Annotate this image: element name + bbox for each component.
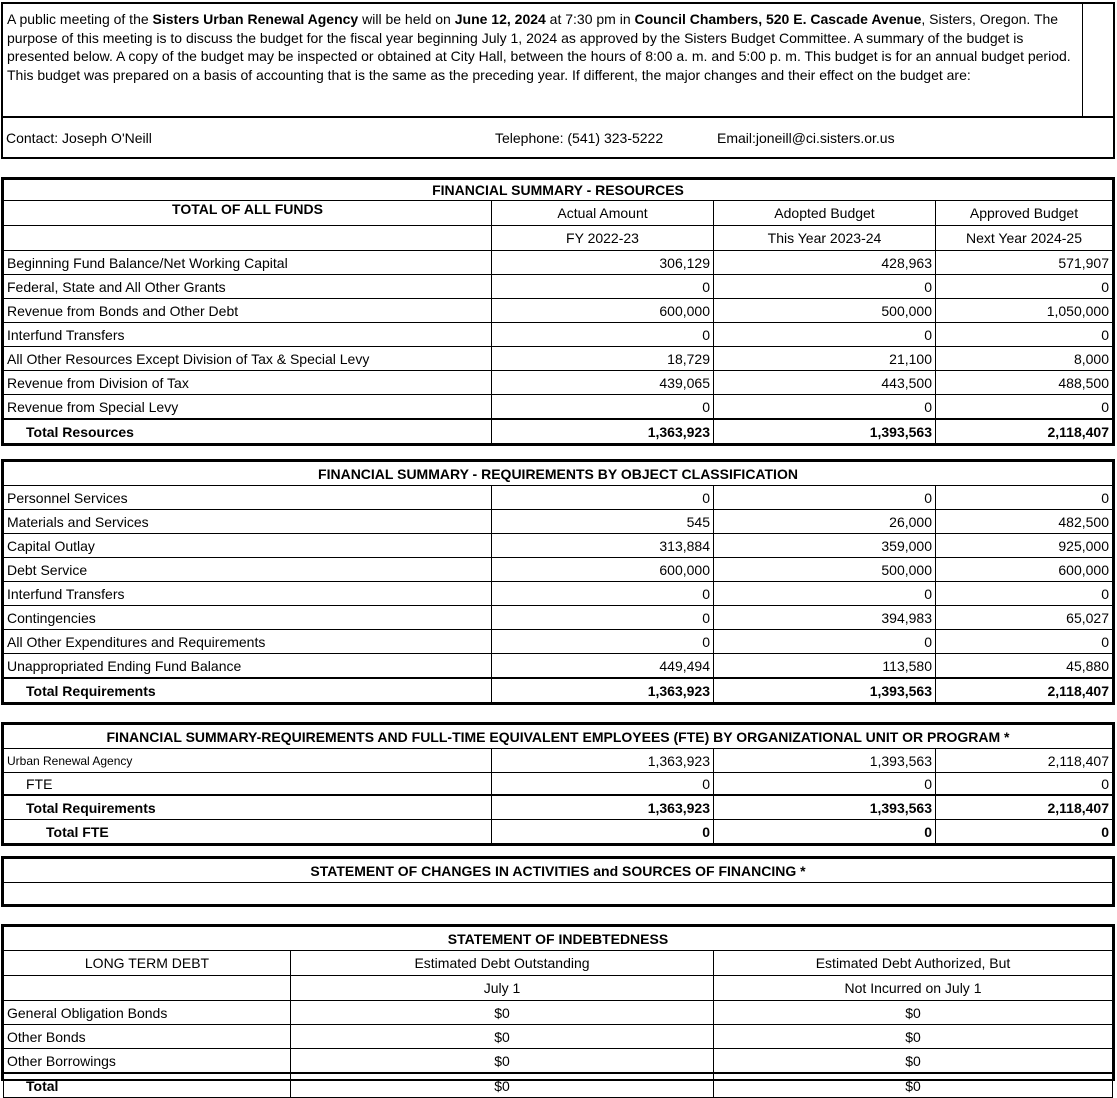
total-row [4, 820, 1113, 844]
value-cell: 0 [714, 486, 936, 510]
column-header: Next Year 2024-25 [936, 226, 1113, 251]
value-cell: 1,363,923 [492, 419, 714, 444]
value-cell: 0 [714, 323, 936, 347]
notice-text: A public meeting of the [7, 11, 153, 27]
row-label: Interfund Transfers [4, 323, 492, 347]
value-cell: 600,000 [492, 299, 714, 323]
value-cell: 18,729 [492, 347, 714, 371]
table-row [4, 606, 1113, 630]
row-label: Materials and Services [4, 510, 492, 534]
value-cell: $0 [714, 1073, 1113, 1098]
column-header: Estimated Debt Outstanding [291, 951, 714, 976]
row-label: Total Resources [4, 419, 492, 444]
value-cell: 500,000 [714, 558, 936, 582]
table-row [4, 1025, 1113, 1049]
table-row [4, 534, 1113, 558]
table-row [4, 558, 1113, 582]
total-row [4, 1073, 1113, 1098]
table-title: FINANCIAL SUMMARY - REQUIREMENTS BY OBJECT CLASSIFICATION [4, 462, 1113, 486]
contact-row [3, 118, 1113, 156]
notice-text: at 7:30 pm in [545, 11, 635, 27]
column-header: Not Incurred on July 1 [714, 976, 1113, 1001]
value-cell: 600,000 [492, 558, 714, 582]
value-cell: 1,363,923 [492, 749, 714, 773]
value-cell: 449,494 [492, 654, 714, 679]
row-label: All Other Expenditures and Requirements [4, 630, 492, 654]
value-cell: 313,884 [492, 534, 714, 558]
value-cell: 0 [714, 275, 936, 299]
table-row [4, 749, 1113, 773]
table-title: FINANCIAL SUMMARY-REQUIREMENTS AND FULL-TIME EQUIVALENT EMPLOYEES (FTE) BY ORGANIZATIONAL UNIT OR PROGRAM * [4, 725, 1113, 749]
row-label: General Obligation Bonds [4, 1001, 291, 1025]
notice-text: will be held on [358, 11, 455, 27]
value-cell: 26,000 [714, 510, 936, 534]
indebtedness-statement [1, 924, 1115, 1094]
row-label: Contingencies [4, 606, 492, 630]
contact-name: Contact: Joseph O'Neill [6, 130, 152, 146]
value-cell: 2,118,407 [936, 795, 1113, 820]
table-title: FINANCIAL SUMMARY - RESOURCES [4, 180, 1113, 201]
value-cell: 0 [714, 630, 936, 654]
fte-table [3, 724, 1113, 844]
value-cell: 65,027 [936, 606, 1113, 630]
row-label: Other Bonds [4, 1025, 291, 1049]
column-header: LONG TERM DEBT [4, 951, 291, 976]
table-row [4, 299, 1113, 323]
value-cell: 113,580 [714, 654, 936, 679]
value-cell: $0 [291, 1049, 714, 1074]
value-cell: 0 [936, 395, 1113, 420]
blank-cell [4, 883, 1113, 905]
value-cell: 1,363,923 [492, 678, 714, 703]
resources-table [3, 179, 1113, 444]
value-cell: 359,000 [714, 534, 936, 558]
row-label: Other Borrowings [4, 1049, 291, 1074]
table-row [4, 773, 1113, 796]
total-row [4, 678, 1113, 703]
value-cell: $0 [714, 1001, 1113, 1025]
contact-email: Email:joneill@ci.sisters.or.us [717, 130, 895, 146]
meeting-notice [1, 2, 1115, 159]
contact-telephone: Telephone: (541) 323-5222 [495, 130, 664, 146]
value-cell: 0 [936, 773, 1113, 796]
value-cell: 0 [936, 486, 1113, 510]
table-row [4, 323, 1113, 347]
table-title: STATEMENT OF INDEBTEDNESS [4, 927, 1113, 951]
table-row [4, 251, 1113, 275]
value-cell: 1,393,563 [714, 749, 936, 773]
value-cell: 0 [936, 323, 1113, 347]
value-cell: 0 [714, 395, 936, 420]
requirements-summary [1, 459, 1115, 705]
value-cell: 545 [492, 510, 714, 534]
fte-summary [1, 722, 1115, 846]
table-row [4, 486, 1113, 510]
column-header: Approved Budget [936, 201, 1113, 226]
blank-cell [4, 226, 492, 251]
column-header: Estimated Debt Authorized, But [714, 951, 1113, 976]
row-label: FTE [4, 773, 492, 796]
row-label: Total Requirements [4, 795, 492, 820]
value-cell: 45,880 [936, 654, 1113, 679]
changes-table [3, 858, 1113, 905]
row-label: Unappropriated Ending Fund Balance [4, 654, 492, 679]
row-label: Debt Service [4, 558, 492, 582]
notice-paragraph [3, 4, 1113, 118]
value-cell: 439,065 [492, 371, 714, 395]
row-label: Capital Outlay [4, 534, 492, 558]
value-cell: 571,907 [936, 251, 1113, 275]
value-cell: 2,118,407 [936, 678, 1113, 703]
table-row [4, 347, 1113, 371]
column-header: This Year 2023-24 [714, 226, 936, 251]
value-cell: 2,118,407 [936, 749, 1113, 773]
value-cell: 0 [492, 820, 714, 844]
value-cell: 0 [714, 582, 936, 606]
value-cell: 2,118,407 [936, 419, 1113, 444]
column-header: TOTAL OF ALL FUNDS [4, 201, 492, 226]
value-cell: $0 [291, 1025, 714, 1049]
column-header: FY 2022-23 [492, 226, 714, 251]
value-cell: 1,393,563 [714, 419, 936, 444]
table-row [4, 1049, 1113, 1074]
value-cell: 0 [492, 486, 714, 510]
value-cell: 428,963 [714, 251, 936, 275]
value-cell: 0 [492, 275, 714, 299]
value-cell: 482,500 [936, 510, 1113, 534]
value-cell: 0 [936, 582, 1113, 606]
row-label: Revenue from Special Levy [4, 395, 492, 420]
divider [1082, 4, 1083, 116]
value-cell: 394,983 [714, 606, 936, 630]
value-cell: 0 [714, 773, 936, 796]
value-cell: 443,500 [714, 371, 936, 395]
value-cell: 21,100 [714, 347, 936, 371]
row-label: Total [4, 1073, 291, 1098]
row-label: Total FTE [4, 820, 492, 844]
value-cell: $0 [291, 1073, 714, 1098]
value-cell: 0 [714, 820, 936, 844]
table-row [4, 395, 1113, 420]
value-cell: $0 [714, 1049, 1113, 1074]
value-cell: 0 [936, 820, 1113, 844]
value-cell: 1,393,563 [714, 795, 936, 820]
table-row [4, 1001, 1113, 1025]
blank-cell [4, 976, 291, 1001]
row-label: Total Requirements [4, 678, 492, 703]
row-label: Beginning Fund Balance/Net Working Capital [4, 251, 492, 275]
resources-summary [1, 177, 1115, 446]
table-row [4, 371, 1113, 395]
column-header: Adopted Budget [714, 201, 936, 226]
changes-statement [1, 856, 1115, 907]
table-row [4, 510, 1113, 534]
value-cell: 0 [492, 395, 714, 420]
meeting-date: June 12, 2024 [454, 11, 546, 27]
value-cell: 306,129 [492, 251, 714, 275]
value-cell: 0 [492, 773, 714, 796]
meeting-location: Council Chambers, 520 E. Cascade Avenue [634, 11, 922, 27]
value-cell: 600,000 [936, 558, 1113, 582]
agency-name: Sisters Urban Renewal Agency [152, 11, 359, 27]
value-cell: 1,050,000 [936, 299, 1113, 323]
value-cell: 0 [936, 630, 1113, 654]
table-row [4, 654, 1113, 679]
value-cell: $0 [291, 1001, 714, 1025]
value-cell: 8,000 [936, 347, 1113, 371]
row-label: Revenue from Bonds and Other Debt [4, 299, 492, 323]
value-cell: 0 [492, 606, 714, 630]
notice-text: , Sisters, Oregon. The purpose of this meeting is to discuss the budget for the fiscal year beginning July 1, 2024 as approved by the Sisters Budget Committee. A summary of the budget is presented below. A copy of the budget may be inspected or obtained at City Hall, between the hours of 8:00 a. m. and 5:00 p. m. This budget is for an annual budget period. This budget was prepared on a basis of accounting that is the same as the preceding year. If different, the major changes and their effect on the budget are: [7, 11, 1071, 83]
table-row [4, 582, 1113, 606]
value-cell: 500,000 [714, 299, 936, 323]
value-cell: 1,363,923 [492, 795, 714, 820]
table-title: STATEMENT OF CHANGES IN ACTIVITIES and SOURCES OF FINANCING * [4, 859, 1113, 883]
value-cell: 1,393,563 [714, 678, 936, 703]
value-cell: 488,500 [936, 371, 1113, 395]
value-cell: 0 [492, 582, 714, 606]
table-row [4, 275, 1113, 299]
row-label: All Other Resources Except Division of Tax & Special Levy [4, 347, 492, 371]
table-row [4, 630, 1113, 654]
row-label: Urban Renewal Agency [4, 749, 492, 773]
value-cell: $0 [714, 1025, 1113, 1049]
total-row [4, 419, 1113, 444]
column-header: July 1 [291, 976, 714, 1001]
value-cell: 925,000 [936, 534, 1113, 558]
indebtedness-table [3, 926, 1113, 1098]
value-cell: 0 [492, 630, 714, 654]
row-label: Personnel Services [4, 486, 492, 510]
requirements-table [3, 461, 1113, 703]
row-label: Federal, State and All Other Grants [4, 275, 492, 299]
row-label: Revenue from Division of Tax [4, 371, 492, 395]
total-row [4, 795, 1113, 820]
value-cell: 0 [492, 323, 714, 347]
value-cell: 0 [936, 275, 1113, 299]
column-header: Actual Amount [492, 201, 714, 226]
row-label: Interfund Transfers [4, 582, 492, 606]
